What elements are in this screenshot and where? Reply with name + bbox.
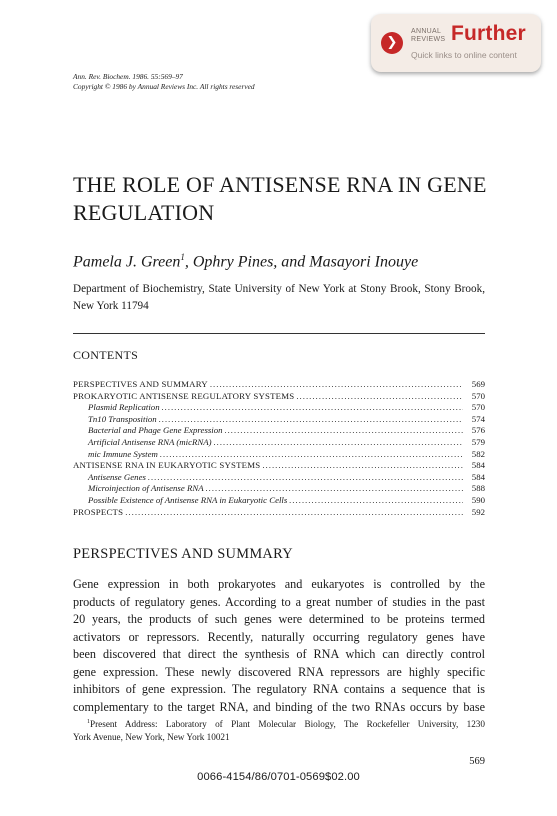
toc-entry[interactable] [73,425,485,437]
toc-entry[interactable] [73,507,485,519]
body-line: Gene expression in both prokaryotes and eukaryotes is controlled by the [73,577,485,591]
toc-leader-dots [210,379,463,391]
journal-citation-line: Ann. Rev. Biochem. 1986. 55:569–97 [73,72,183,81]
toc-entry-title: mic Immune System [88,448,158,459]
toc-entry-title: PROKARYOTIC ANTISENSE REGULATORY SYSTEMS [73,390,295,401]
toc-leader-dots [296,391,463,403]
journal-citation [73,72,255,92]
badge-subtitle-link[interactable]: Quick links to online content [411,50,517,60]
toc-leader-dots [148,472,463,484]
toc-entry-title: ANTISENSE RNA IN EUKARYOTIC SYSTEMS [73,460,261,471]
toc-entry[interactable] [73,379,485,391]
toc-leader-dots [225,425,463,437]
toc-entry-page: 574 [471,413,485,424]
toc-entry-title: Antisense Genes [88,471,146,482]
body-line: inhibitors of gene expression. The regulatory RNA contains a sequence that is [73,682,485,696]
footnote [73,716,485,744]
toc-entry-page: 584 [471,471,485,482]
table-of-contents [73,379,485,518]
toc-entry-page: 582 [471,448,485,459]
toc-leader-dots [214,437,463,449]
page-number: 569 [469,756,485,767]
badge-title: Further [451,22,526,45]
toc-leader-dots [162,402,463,414]
toc-entry-title: Microinjection of Antisense RNA [88,483,204,494]
toc-leader-dots [125,507,463,519]
toc-entry-page: 569 [471,379,485,389]
author-footnote-mark[interactable]: 1 [180,252,185,262]
toc-entry-page: 584 [471,460,485,471]
other-authors: , Ophry Pines, and Masayori Inouye [184,253,419,271]
body-line: been discovered that direct the synthesis of RNA which can directly control [73,647,485,661]
divider [73,333,485,334]
body-line: products of regulatory genes. According to a great number of studies in the past [73,594,485,609]
body-line: 20 years, the products of such genes were determined to be proteins termed [73,612,485,626]
arrow-right-icon: ❯ [381,32,403,54]
toc-entry[interactable] [73,483,485,495]
toc-leader-dots [289,495,463,507]
toc-entry-page: 590 [471,494,485,505]
affiliation: Department of Biochemistry, State University of New York at Stony Brook, Stony Brook, New York 11794 [73,283,485,312]
footnote-mark: 1 [87,719,90,725]
section-heading: PERSPECTIVES AND SUMMARY [73,546,293,562]
toc-entry-title: PROSPECTS [73,506,124,517]
contents-heading: CONTENTS [73,348,139,362]
toc-entry-title: Tn10 Transposition [88,413,157,424]
toc-entry[interactable] [73,495,485,507]
body-line: complementary to the target RNA, and binding of the two RNAs occurs by base [73,699,485,714]
annual-reviews-further-badge[interactable] [371,14,541,72]
toc-leader-dots [159,414,463,426]
author-list [73,252,418,271]
body-line: gene expression. These newly discovered RNA repressors are highly specific [73,664,485,679]
toc-entry[interactable] [73,402,485,414]
toc-entry-page: 570 [471,390,485,401]
toc-leader-dots [262,460,463,472]
toc-entry-title: PERSPECTIVES AND SUMMARY [73,379,208,389]
toc-entry-page: 579 [471,436,485,447]
toc-leader-dots [206,483,463,495]
toc-entry[interactable] [73,460,485,472]
toc-entry-title: Plasmid Replication [88,402,160,413]
toc-entry[interactable] [73,437,485,449]
body-paragraph [73,576,485,716]
toc-entry-title: Bacterial and Phage Gene Expression [88,425,223,436]
first-author: Pamela J. Green [73,253,181,271]
badge-brand-line1: ANNUAL [411,28,442,35]
toc-entry-page: 576 [471,425,485,436]
toc-entry[interactable] [73,472,485,484]
footnote-line: Present Address: Laboratory of Plant Molecular Biology, The Rockefeller University, 1230 [90,719,485,730]
price-code: 0066-4154/86/0701-0569$02.00 [197,771,360,783]
badge-brand-line2: REVIEWS [411,36,446,43]
article-title: THE ROLE OF ANTISENSE RNA IN GENE REGULATION [73,172,487,225]
toc-entry[interactable] [73,449,485,461]
toc-entry-page: 588 [471,483,485,494]
toc-entry[interactable] [73,391,485,403]
toc-entry-page: 570 [471,402,485,413]
toc-entry-page: 592 [471,506,485,517]
toc-leader-dots [160,449,463,461]
copyright-line: Copyright © 1986 by Annual Reviews Inc. All rights reserved [73,82,255,91]
badge-brand [411,28,445,44]
footnote-line: York Avenue, New York, New York 10021 [73,732,230,743]
toc-entry[interactable] [73,414,485,426]
body-line: activators or repressors. Recently, naturally occurring regulatory genes have [73,629,485,644]
toc-entry-title: Artificial Antisense RNA (micRNA) [88,436,212,447]
toc-entry-title: Possible Existence of Antisense RNA in Eukaryotic Cells [88,494,288,505]
